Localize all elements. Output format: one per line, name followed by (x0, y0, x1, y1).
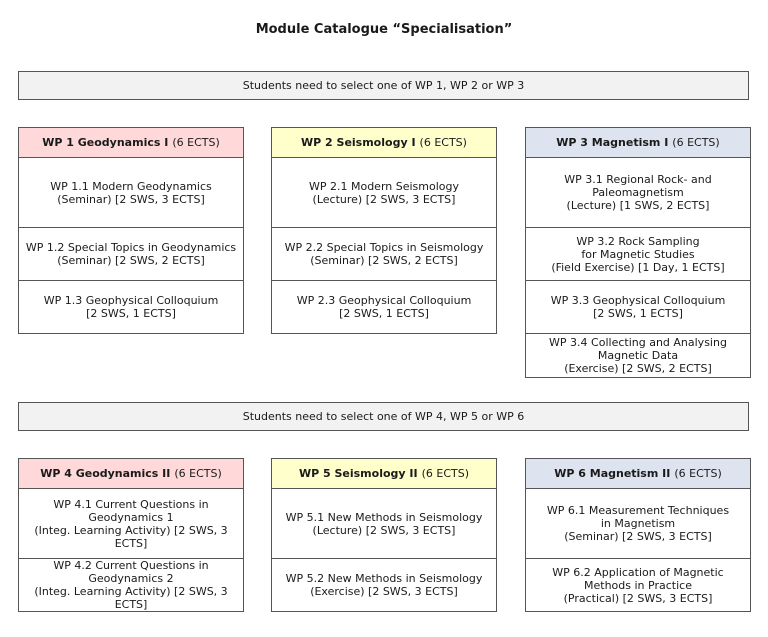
course-item: WP 3.3 Geophysical Colloquium [2 SWS, 1 ECTS] (526, 281, 750, 334)
page-title: Module Catalogue “Specialisation” (255, 22, 513, 37)
module-wp4 (18, 458, 244, 612)
module-ects: (6 ECTS) (672, 136, 720, 149)
course-item: WP 6.2 Application of Magnetic Methods in Practice (Practical) [2 SWS, 3 ECTS] (552, 565, 724, 605)
course-item: WP 4.1 Current Questions in Geodynamics 1 (Integ. Learning Activity) [2 SWS, 3 ECTS] (19, 489, 243, 559)
module-wp3 (525, 127, 751, 378)
course-item: WP 3.2 Rock Sampling for Magnetic Studies (Field Exercise) [1 Day, 1 ECTS] (526, 228, 750, 281)
module-ects: (6 ECTS) (174, 467, 222, 480)
module-ects: (6 ECTS) (172, 136, 220, 149)
module-header (19, 459, 243, 489)
module-wp5 (271, 458, 497, 612)
module-ects: (6 ECTS) (421, 467, 470, 480)
course-item: WP 4.2 Current Questions in Geodynamics 2 (Integ. Learning Activity) [2 SWS, 3 ECTS] (34, 559, 228, 611)
course-item: WP 2.1 Modern Seismology (Lecture) [2 SWS, 3 ECTS] (272, 158, 496, 228)
module-ects: (6 ECTS) (419, 136, 467, 149)
selection-banner-1: Students need to select one of WP 1, WP 2 or WP 3 (18, 71, 749, 100)
course-item: WP 5.2 New Methods in Seismology (Exercise) [2 SWS, 3 ECTS] (285, 572, 483, 598)
module-wp2 (271, 127, 497, 334)
module-name: WP 5 Seismology II (298, 467, 418, 480)
course-item: WP 1.2 Special Topics in Geodynamics (Seminar) [2 SWS, 2 ECTS] (19, 228, 243, 281)
selection-banner-2: Students need to select one of WP 4, WP 5 or WP 6 (18, 402, 749, 431)
module-name: WP 4 Geodynamics II (40, 467, 171, 480)
module-wp6 (525, 458, 751, 612)
course-item: WP 1.3 Geophysical Colloquium [2 SWS, 1 ECTS] (43, 294, 219, 320)
module-name: WP 3 Magnetism I (556, 136, 669, 149)
module-wp1 (18, 127, 244, 334)
module-name: WP 2 Seismology I (301, 136, 416, 149)
course-item: WP 2.2 Special Topics in Seismology (Seminar) [2 SWS, 2 ECTS] (272, 228, 496, 281)
course-item: WP 5.1 New Methods in Seismology (Lecture) [2 SWS, 3 ECTS] (272, 489, 496, 559)
course-item: WP 6.1 Measurement Techniques in Magnetism (Seminar) [2 SWS, 3 ECTS] (526, 489, 750, 559)
course-item: WP 1.1 Modern Geodynamics (Seminar) [2 SWS, 3 ECTS] (19, 158, 243, 228)
module-header (526, 128, 750, 158)
module-header (272, 459, 496, 489)
course-item: WP 2.3 Geophysical Colloquium [2 SWS, 1 ECTS] (296, 294, 472, 320)
course-item: WP 3.4 Collecting and Analysing Magnetic Data (Exercise) [2 SWS, 2 ECTS] (549, 336, 727, 375)
module-header (19, 128, 243, 158)
module-name: WP 6 Magnetism II (554, 467, 671, 480)
module-name: WP 1 Geodynamics I (42, 136, 169, 149)
module-ects: (6 ECTS) (674, 467, 722, 480)
module-header (272, 128, 496, 158)
course-item: WP 3.1 Regional Rock- and Paleomagnetism (Lecture) [1 SWS, 2 ECTS] (526, 158, 750, 228)
module-header (526, 459, 750, 489)
